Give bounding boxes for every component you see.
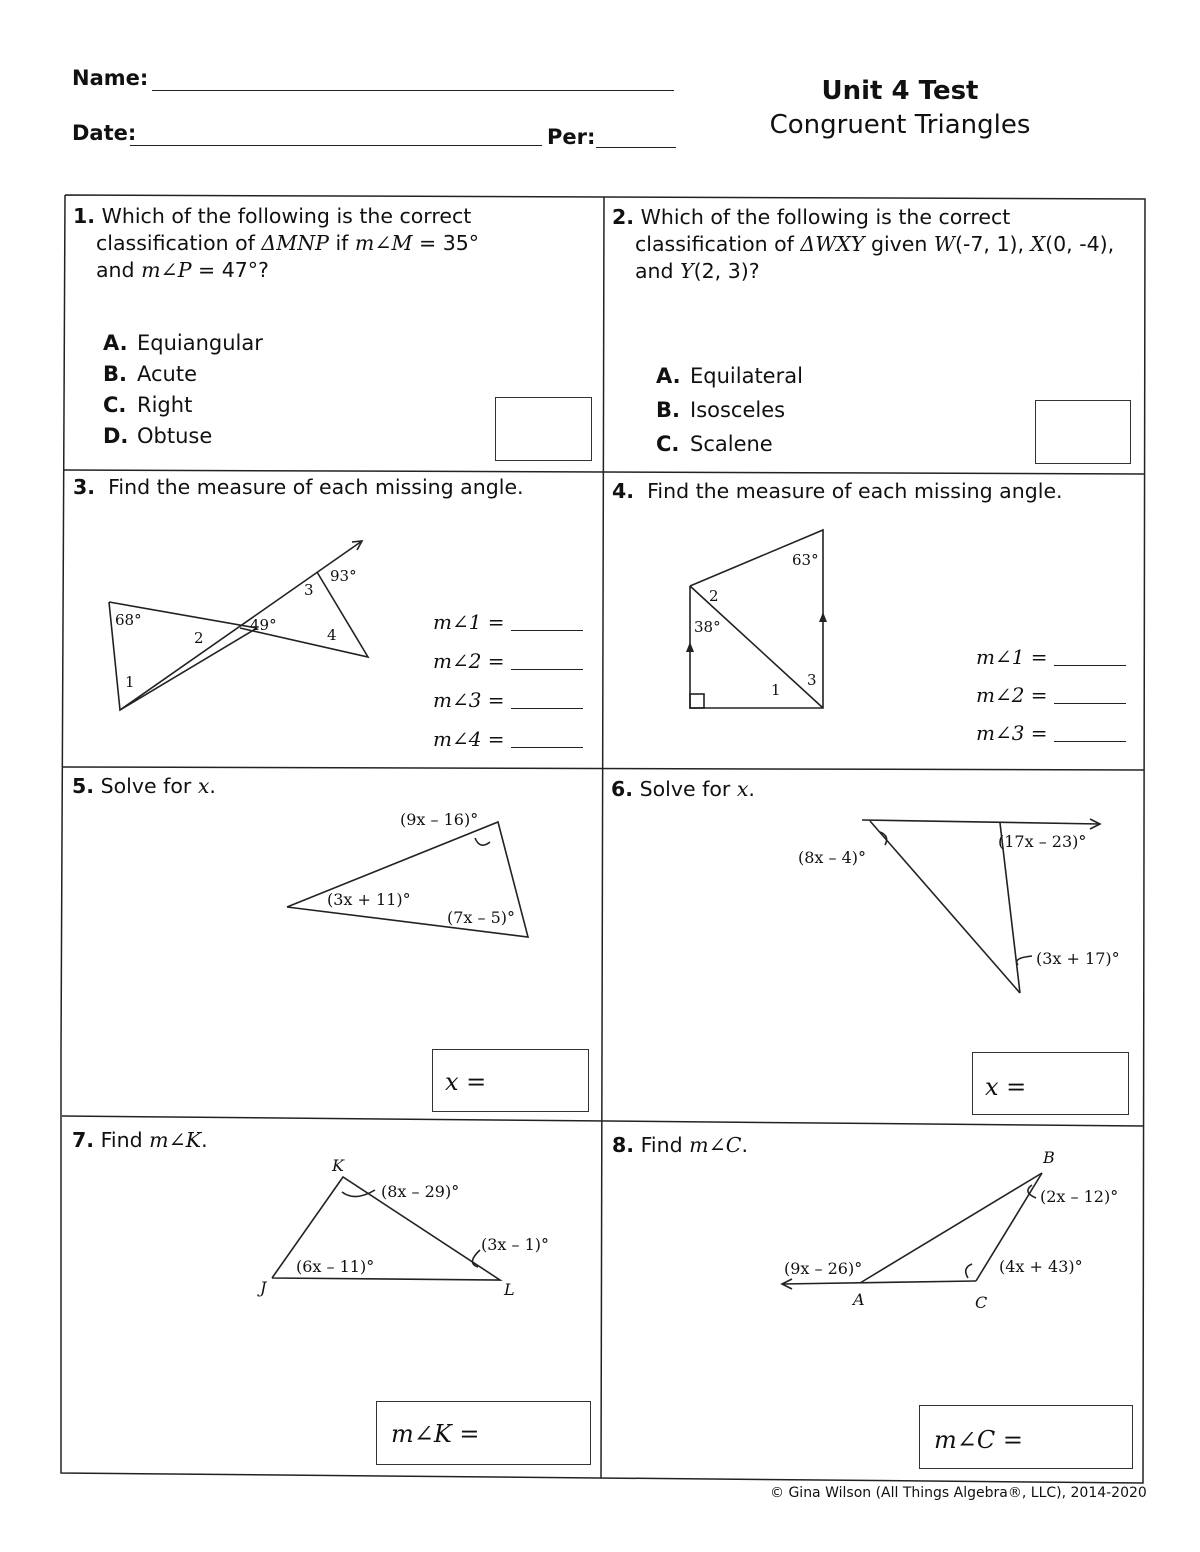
q8-text-post: . — [741, 1133, 748, 1157]
page-subtitle: Congruent Triangles — [769, 110, 1031, 140]
q5-label-right: (7x – 5)° — [447, 908, 516, 927]
q8-answer-label: m∠C = — [934, 1426, 1023, 1454]
q7-text-pre: Find — [100, 1128, 150, 1152]
q8-answer-box[interactable] — [919, 1405, 1133, 1469]
period-label: Per: — [547, 125, 596, 149]
q2-prompt — [612, 204, 1132, 285]
q1-line2-post: = 35° — [412, 231, 480, 255]
q7-vertex-k: K — [332, 1156, 344, 1175]
q8-label-a: (9x – 26)° — [784, 1259, 863, 1278]
q4-blank-1[interactable]: m∠1 = — [976, 645, 1126, 669]
q3-blank-1[interactable]: m∠1 = — [433, 610, 583, 634]
q2-x-coord: (0, -4), — [1045, 232, 1115, 256]
q7-label-l: (3x – 1)° — [481, 1235, 550, 1254]
q8-label-b: (2x – 12)° — [1040, 1187, 1119, 1206]
q7-label-k: (8x – 29)° — [381, 1182, 460, 1201]
q3-label-3: 3 — [304, 581, 314, 599]
q7-answer-label: m∠K = — [391, 1420, 480, 1448]
q6-label-bottom: (3x + 17)° — [1036, 949, 1120, 968]
q6-prompt — [611, 776, 755, 803]
q1-option-d[interactable]: D. Obtuse — [103, 424, 213, 448]
q4-figure — [680, 522, 840, 717]
q7-prompt — [72, 1127, 208, 1154]
q6-text-post: . — [748, 777, 755, 801]
q3-number: 3. — [73, 475, 96, 499]
q7-vertex-j: J — [260, 1278, 267, 1297]
q2-option-c[interactable]: C. Scalene — [656, 432, 773, 456]
q1-number: 1. — [73, 204, 96, 228]
q1-option-c[interactable]: C. Right — [103, 393, 193, 417]
q4-blank-3[interactable]: m∠3 = — [976, 721, 1126, 745]
q4-label-2: 2 — [709, 587, 719, 605]
q1-angle-p: m∠P — [141, 258, 192, 282]
q7-number: 7. — [72, 1128, 95, 1152]
q7-target: m∠K — [149, 1128, 202, 1152]
q1-prompt — [73, 203, 593, 284]
q6-label-top: (17x – 23)° — [998, 832, 1087, 851]
q5-prompt — [72, 773, 216, 800]
q8-figure — [770, 1140, 1130, 1320]
q1-line3-post: = 47°? — [191, 258, 269, 282]
q2-w-coord: (-7, 1), — [954, 232, 1031, 256]
q3-label-68: 68° — [115, 611, 142, 629]
q8-text-pre: Find — [640, 1133, 690, 1157]
q2-triangle: ΔWXY — [800, 232, 865, 256]
q2-w: W — [933, 232, 955, 256]
q3-label-4: 4 — [327, 626, 337, 644]
q1-angle-m: m∠M — [354, 231, 413, 255]
q3-prompt — [73, 474, 524, 501]
q2-option-b[interactable]: B. Isosceles — [656, 398, 786, 422]
q2-line2-pre: classification of — [635, 232, 801, 256]
q2-number: 2. — [612, 205, 635, 229]
q2-x: X — [1030, 232, 1046, 256]
q6-text-pre: Solve for — [639, 777, 737, 801]
q4-label-3: 3 — [807, 671, 817, 689]
copyright-footer: © Gina Wilson (All Things Algebra®, LLC), 2014-2020 — [770, 1485, 1147, 1501]
q3-blank-2[interactable]: m∠2 = — [433, 649, 583, 673]
q1-answer-box[interactable] — [495, 397, 592, 461]
q6-var: x — [736, 777, 749, 801]
q8-number: 8. — [612, 1133, 635, 1157]
q7-text-post: . — [201, 1128, 208, 1152]
q2-y-coord: (2, 3)? — [693, 259, 760, 283]
q2-line2-mid: given — [864, 232, 934, 256]
q6-figure — [790, 810, 1130, 1000]
q3-label-2: 2 — [194, 629, 204, 647]
q4-text: Find the measure of each missing angle. — [647, 479, 1063, 503]
q8-target: m∠C — [689, 1133, 742, 1157]
q6-answer-box[interactable] — [972, 1052, 1129, 1115]
q5-text-post: . — [209, 774, 216, 798]
q3-figure — [100, 530, 380, 720]
q6-label-ext: (8x – 4)° — [798, 848, 867, 867]
q2-answer-box[interactable] — [1035, 400, 1131, 464]
q5-figure — [280, 800, 540, 950]
q3-blank-3[interactable]: m∠3 = — [433, 688, 583, 712]
q1-option-a[interactable]: A. Equiangular — [103, 331, 263, 355]
q1-line3-pre: and — [96, 258, 142, 282]
q8-vertex-a: A — [853, 1290, 865, 1309]
q3-label-93: 93° — [330, 567, 357, 585]
q3-label-1: 1 — [125, 673, 135, 691]
q4-label-63: 63° — [792, 551, 819, 569]
q7-vertex-l: L — [504, 1280, 515, 1299]
q7-label-j: (6x – 11)° — [296, 1257, 375, 1276]
q2-line3-pre: and — [635, 259, 681, 283]
q5-answer-label: x = — [445, 1068, 487, 1096]
q3-blank-4[interactable]: m∠4 = — [433, 727, 583, 751]
q4-blank-2[interactable]: m∠2 = — [976, 683, 1126, 707]
q5-label-top: (9x – 16)° — [400, 810, 479, 829]
q8-vertex-b: B — [1043, 1148, 1055, 1167]
q8-prompt — [612, 1132, 748, 1159]
q5-label-left: (3x + 11)° — [327, 890, 411, 909]
q5-answer-box[interactable] — [432, 1049, 589, 1112]
q8-vertex-c: C — [975, 1293, 988, 1312]
q5-number: 5. — [72, 774, 95, 798]
q6-answer-label: x = — [985, 1073, 1027, 1101]
q7-figure — [250, 1150, 560, 1300]
q3-label-49: 49° — [250, 616, 277, 634]
page-title: Unit 4 Test — [821, 76, 979, 106]
q5-var: x — [197, 774, 210, 798]
q2-y: Y — [680, 259, 694, 283]
q1-triangle: ΔMNP — [261, 231, 329, 255]
q6-number: 6. — [611, 777, 634, 801]
q2-option-a[interactable]: A. Equilateral — [656, 364, 803, 388]
q1-line2-pre: classification of — [96, 231, 262, 255]
q1-line2-mid: if — [328, 231, 355, 255]
name-label: Name: — [72, 66, 149, 90]
q1-line1: Which of the following is the correct — [101, 204, 472, 228]
q3-text: Find the measure of each missing angle. — [108, 475, 524, 499]
q4-label-38: 38° — [694, 618, 721, 636]
q2-line1: Which of the following is the correct — [640, 205, 1011, 229]
q4-prompt — [612, 478, 1063, 505]
q1-option-b[interactable]: B. Acute — [103, 362, 198, 386]
q4-label-1: 1 — [771, 681, 781, 699]
q5-text-pre: Solve for — [100, 774, 198, 798]
q8-label-c: (4x + 43)° — [999, 1257, 1083, 1276]
date-label: Date: — [72, 121, 137, 145]
q4-number: 4. — [612, 479, 635, 503]
q7-answer-box[interactable] — [376, 1401, 591, 1465]
